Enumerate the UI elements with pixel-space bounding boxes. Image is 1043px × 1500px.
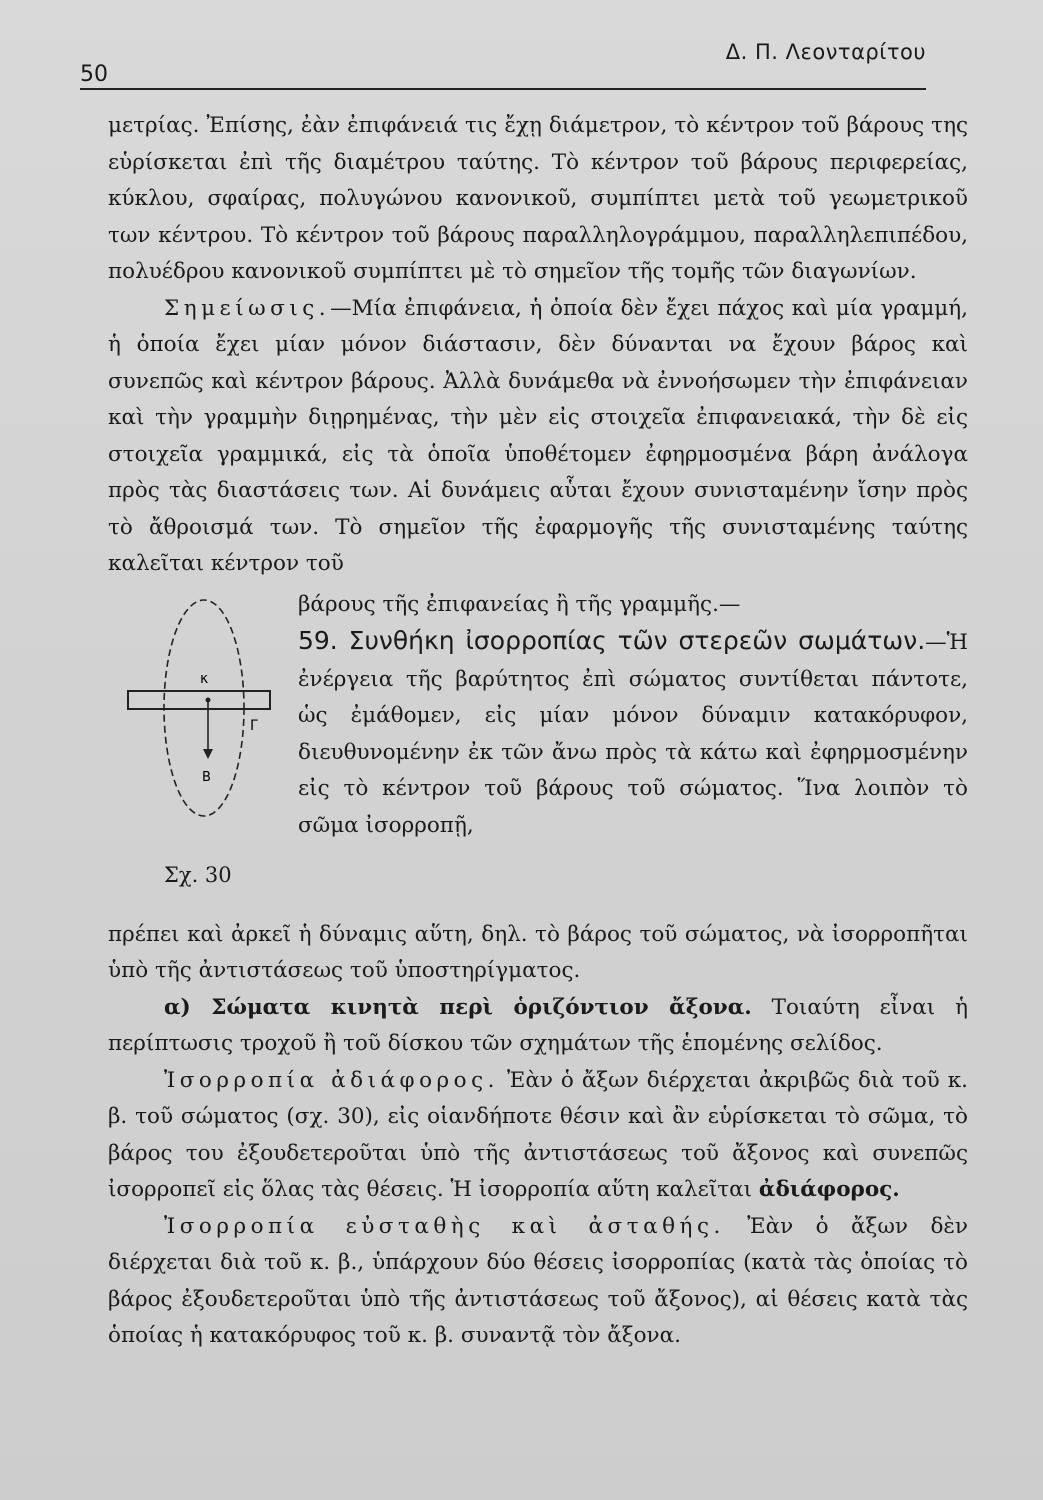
- note-text: —Μία ἐπιφάνεια, ἡ ὁποία δὲν ἔχει πάχος καὶ μία γραμμή, ἡ ὁποία ἔχει μίαν μόνον διάστασιν, δὲν δύνανται να ἔχουν βάρος καὶ συνεπῶς καὶ κέντρον βάρους. Ἀλλὰ δυνάμεθα νὰ ἐννοήσωμεν τὴν ἐπιφάνειαν καὶ τὴν γραμμὴν διῃρημένας, τὴν μὲν εἰς στοιχεῖα ἐπιφανειακά, τὴν δὲ εἰς στοιχεῖα γραμμικά, εἰς τὰ ὁποῖα ὑποθέτομεν ἐφηρμοσμένα βάρη ἀνάλογα πρὸς τὰς διαστάσεις των. Αἱ δυνάμεις αὗται ἔχουν συνισταμένην ἴσην πρὸς τὸ ἄθροισμά των. Τὸ σημεῖον τῆς ἐφαρμογῆς τῆς συνισταμένης ταύτης καλεῖται κέντρον τοῦ: [108, 295, 968, 576]
- page-number: 50: [80, 62, 108, 87]
- section-59: [298, 623, 968, 844]
- paragraph-neutral-equilibrium: [108, 1063, 968, 1209]
- neutral-term: ἀδιάφορος.: [758, 1177, 900, 1202]
- figure-caption: Σχ. 30: [164, 862, 232, 887]
- paragraph-note: [108, 291, 968, 583]
- figure-side-text: [298, 587, 968, 845]
- page-header: [80, 40, 926, 90]
- note-label: Σημείωσις.: [164, 295, 331, 321]
- horizontal-bar: [128, 691, 270, 709]
- label-b: Β: [202, 769, 211, 785]
- label-g: Γ: [250, 717, 258, 734]
- neutral-text: Ἐὰν ὁ ἄξων διέρχεται ἀκριβῶς διὰ τοῦ κ. β. τοῦ σώματος (σχ. 30), εἰς οἱανδήποτε θέσιν καὶ ἂν εὑρίσκεται τὸ σῶμα, τὸ βάρος του ἐξουδετεροῦται ὑπὸ τῆς ἀντιστάσεως τοῦ ἄξονος καὶ συνεπῶς ἰσορροπεῖ εἰς ὅλας τὰς θέσεις. Ἡ ἰσορροπία αὕτη καλεῖται: [108, 1067, 968, 1202]
- paragraph-equilibrium-condition: πρέπει καὶ ἀρκεῖ ἡ δύναμις αὕτη, δηλ. τὸ βάρος τοῦ σώματος, νὰ ἰσορροπῆται ὑπὸ τῆς ἀντιστάσεως τοῦ ὑποστηρίγματος.: [108, 921, 968, 983]
- paragraph-stable-unstable: [108, 1209, 968, 1355]
- subsection-a-text: Τοιαύτη εἶναι ἡ περίπτωσις τροχοῦ ἢ τοῦ δίσκου τῶν σχημάτων τῆς ἑπομένης σελίδος.: [108, 994, 968, 1056]
- paragraph-axis-bodies: [108, 990, 968, 1063]
- figure-30-diagram: [116, 593, 286, 823]
- stable-unstable-text: Ἐὰν ὁ ἄξων δὲν διέρχεται διὰ τοῦ κ. β., ὑπάρχουν δύο θέσεις ἰσορροπίας (κατὰ τὰς ὁποίας τὸ βάρος ἐξουδετεροῦται ὑπὸ τῆς ἀντιστάσεως τοῦ ἄξονος), αἱ θέσεις κατὰ τὰς ὁποίας ἡ κατακόρυφος τοῦ κ. β. συναντᾷ τὸν ἄξονα.: [108, 1213, 968, 1348]
- section-text: —Ἡ ἐνέργεια τῆς βαρύτητος ἐπὶ σώματος συντίθεται πάντοτε, ὡς ἐμάθομεν, εἰς μίαν μόνον δύναμιν κατακόρυφον, διευθυνομένην ἐκ τῶν ἄνω πρὸς τὰ κάτω καὶ ἐφηρμοσμένην εἰς τὸ κέντρον τοῦ βάρους τοῦ σώματος. Ἵνα λοιπὸν τὸ σῶμα ἰσορροπῇ,: [298, 630, 968, 838]
- stable-unstable-label: Ἰσορροπία εὐσταθὴς καὶ ἀσταθής.: [164, 1213, 725, 1239]
- running-head: Δ. Π. Λεονταρίτου: [725, 40, 926, 64]
- neutral-label: Ἰσορροπία ἀδιάφορος.: [164, 1067, 499, 1093]
- label-k: κ: [200, 670, 209, 687]
- paragraph-center-of-gravity: μετρίας. Ἐπίσης, ἐὰν ἐπιφάνειά τις ἔχῃ διάμετρον, τὸ κέντρον τοῦ βάρους της εὑρίσκεται ἐπὶ τῆς διαμέτρου ταύτης. Τὸ κέντρον τοῦ βάρους περιφερείας, κύκλου, σφαίρας, πολυγώνου κανονικοῦ, συμπίπτει μετὰ τοῦ γεωμετρικοῦ των κέντρου. Τὸ κέντρον τοῦ βάρους παραλληλογράμμου, παραλληλεπιπέδου, πολυέδρου κανονικοῦ συμπίπτει μὲ τὸ σημεῖον τῆς τομῆς τῶν διαγωνίων.: [108, 113, 968, 284]
- body-text: [108, 108, 968, 1355]
- subsection-a-title: α) Σώματα κινητὰ περὶ ὁριζόντιον ἄξονα.: [164, 994, 752, 1020]
- note-continuation: βάρους τῆς ἐπιφανείας ἢ τῆς γραμμῆς.—: [298, 591, 741, 617]
- weight-arrow-head: [203, 749, 213, 759]
- figure-block: [108, 587, 968, 917]
- header-rule: [80, 88, 926, 90]
- section-title: 59. Συνθήκη ἰσορροπίας τῶν στερεῶν σωμάτων.: [298, 626, 926, 655]
